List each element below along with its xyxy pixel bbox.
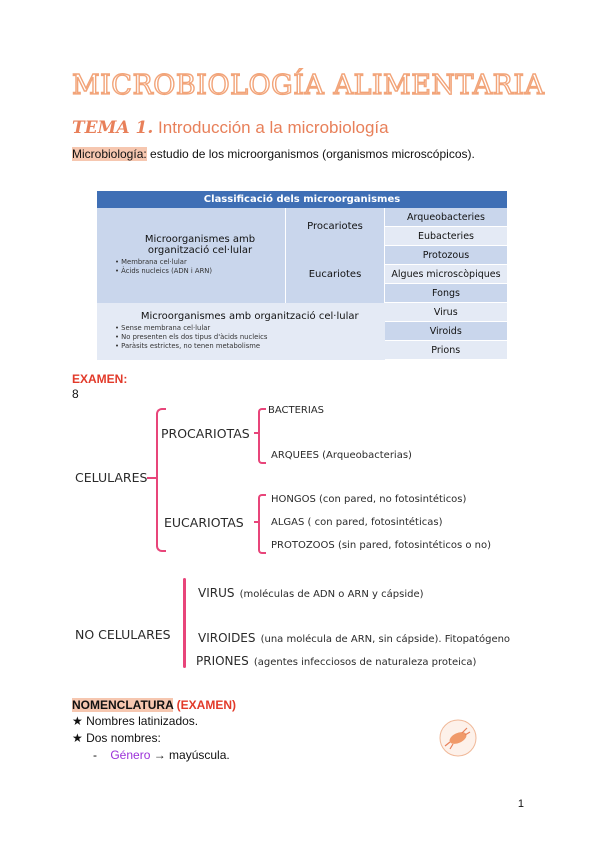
- group2-note: • Sense membrana cel·lular: [115, 324, 211, 332]
- nomenclatura-word: NOMENCLATURA: [72, 698, 174, 712]
- nomenclatura-heading: [72, 698, 236, 712]
- procariotas-label: PROCARIOTAS: [161, 426, 250, 441]
- eucariotas-label: EUCARIOTAS: [164, 515, 244, 530]
- group1-title: Microorganismes amb organització cel·lular: [144, 234, 256, 257]
- group1-note: • Membrana cel·lular: [115, 258, 187, 267]
- procariotas-brace: [258, 408, 266, 464]
- table-leaf: Algues microscòpiques: [385, 265, 508, 284]
- celulares-label: CELULARES: [75, 470, 148, 485]
- protozoos-item: PROTOZOOS (sin pared, fotosintéticos o no): [271, 540, 492, 551]
- bacterias-item: BACTERIAS: [268, 405, 325, 416]
- group1-note: • Àcids nucleics (ADN i ARN): [115, 267, 213, 276]
- definition-line: [72, 147, 475, 161]
- priones-label: PRIONES: [196, 654, 249, 668]
- eucariotas-brace: [258, 494, 266, 554]
- virus-label: VIRUS: [198, 586, 235, 600]
- arquees-item: ARQUEES (Arqueobacterias): [271, 450, 412, 461]
- note-number: 8: [72, 387, 79, 401]
- page-number: 1: [517, 798, 524, 810]
- priones-desc: (agentes infecciosos de naturaleza proteica): [253, 657, 477, 668]
- classification-table: [97, 191, 507, 360]
- table-leaf: Virus: [385, 303, 508, 322]
- group2-note: • No presenten els dos tipus d'àcids nucleics: [115, 333, 268, 341]
- priones-item: [196, 650, 476, 669]
- genero-rest: → mayúscula.: [150, 748, 230, 762]
- group2-title: Microorganismes amb organització cel·lular: [140, 311, 359, 322]
- viroides-item: [198, 627, 510, 646]
- page-title: MICROBIOLOGÍA ALIMENTARIA: [72, 70, 545, 101]
- group1-cell: [97, 208, 286, 303]
- tema-tag: TEMA 1.: [72, 118, 154, 138]
- group2-note: • Paràsits estrictes, no tenen metabolisme: [115, 342, 261, 350]
- virus-desc: (moléculas de ADN o ARN y cápside): [239, 589, 424, 600]
- genero-line: [93, 748, 230, 762]
- hongos-item: HONGOS (con pared, no fotosintéticos): [271, 494, 467, 505]
- table-header: Classificació dels microorganismes: [97, 191, 507, 208]
- no-celulares-label: NO CELULARES: [75, 627, 171, 642]
- table-leaf: Arqueobacteries: [385, 208, 508, 227]
- bullet-item: ★ Nombres latinizados.: [72, 714, 199, 728]
- viroides-label: VIROIDES: [198, 631, 256, 645]
- algas-item: ALGAS ( con pared, fotosintéticas): [271, 517, 443, 528]
- virus-item: [198, 582, 424, 601]
- dash: -: [93, 748, 97, 762]
- definition-text: estudio de los microorganismos (organismos microscópicos).: [146, 147, 475, 161]
- microbe-illustration-icon: [438, 718, 478, 758]
- viroides-desc: (una molécula de ARN, sin cápside). Fitopatógeno: [260, 634, 511, 645]
- procariotes-cell: Procariotes: [286, 208, 385, 246]
- table-leaf: Eubacteries: [385, 227, 508, 246]
- exam-label: EXAMEN:: [72, 372, 128, 386]
- tema-heading: [72, 118, 389, 138]
- brace-tick: [254, 521, 259, 523]
- tema-title: Introducción a la microbiología: [158, 118, 389, 137]
- definition-term: Microbiología:: [72, 147, 147, 161]
- table-leaf: Viroids: [385, 322, 508, 341]
- no-celulares-brace: [183, 578, 186, 668]
- eucariotes-cell: Eucariotes: [286, 246, 385, 303]
- table-leaf: Fongs: [385, 284, 508, 303]
- table-leaf: Prions: [385, 341, 508, 360]
- nomenclatura-exam: (EXAMEN): [173, 698, 236, 712]
- brace-tick: [254, 432, 259, 434]
- table-leaf: Protozous: [385, 246, 508, 265]
- genero-word: Género: [110, 748, 151, 762]
- bullet-item: ★ Dos nombres:: [72, 731, 161, 745]
- group2-cell: [97, 303, 385, 360]
